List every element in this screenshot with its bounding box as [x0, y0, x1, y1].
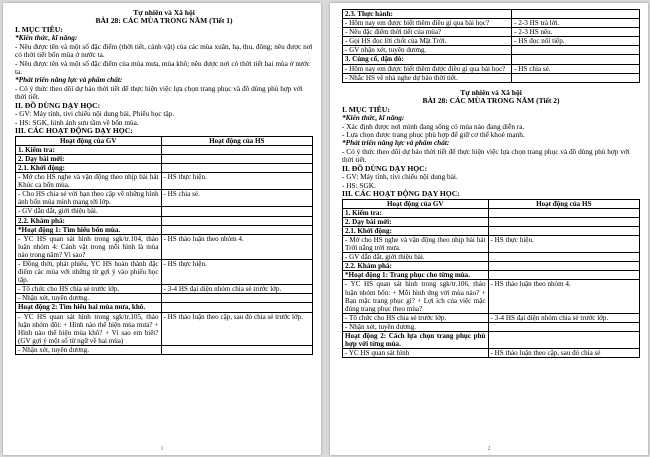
- teacher-column-header: Hoạt động của GV: [16, 136, 162, 145]
- table-row: [343, 208, 640, 217]
- student-activity-cell: - HS thực hiện.: [488, 235, 639, 252]
- student-activity-cell: - HS thảo luận theo cặp, sau đó chia sẻ: [488, 349, 639, 358]
- table-row: [16, 145, 313, 154]
- table-row: [16, 190, 313, 207]
- teacher-activity-cell: - YC HS quan sát hình trong sgk/tr.104, thảo luận nhóm 4: Cảnh vật trong mỗi hình là mùa nào trong năm? Vì sao?: [16, 234, 162, 259]
- document-page-1: [3, 3, 321, 455]
- materials-item: - HS: SGK.: [342, 180, 376, 190]
- student-column-header: Hoạt động của HS: [161, 136, 312, 145]
- activities-table: [15, 136, 313, 355]
- teacher-activity-cell: 3. Củng cố, dặn dò:: [343, 55, 512, 64]
- table-row: [343, 262, 640, 271]
- student-activity-cell: [488, 262, 639, 271]
- section-materials: II. ĐỒ DÙNG DẠY HỌC:: [342, 163, 428, 173]
- knowledge-item: - Lựa chọn được trang phục phù hợp để giữ cơ thể khoẻ mạnh.: [342, 129, 525, 139]
- knowledge-heading: *Kiến thức, kĩ năng:: [15, 33, 78, 43]
- teacher-activity-cell: 1. Kiểm tra:: [16, 145, 162, 154]
- teacher-activity-cell: - Nhắc HS về nhà nghe dự báo thời tiết.: [343, 73, 512, 82]
- table-row: [16, 303, 313, 312]
- student-activity-cell: [161, 145, 312, 154]
- competency-item: - Có ý thức theo dõi dự báo thời tiết để thực hiện việc lựa chọn trang phục và đồ dùng phù hợp với thời tiết.: [342, 146, 630, 165]
- student-activity-cell: [512, 10, 640, 19]
- student-activity-cell: - 3-4 HS đại diện nhóm chia sẻ trước lớp.: [488, 313, 639, 322]
- table-row: [343, 253, 640, 262]
- table-row: [343, 10, 640, 19]
- materials-item: - HS: SGK, hình ảnh sưu tầm về bốn mùa.: [15, 117, 139, 127]
- teacher-activity-cell: - Tổ chức cho HS chia sẻ trước lớp.: [343, 313, 489, 322]
- student-activity-cell: [512, 46, 640, 55]
- table-row: [343, 226, 640, 235]
- knowledge-item: - Xác định được nơi mình đang sống có mùa nào đang diễn ra.: [342, 121, 525, 131]
- table-row: [343, 271, 640, 280]
- teacher-activity-cell: 2. Dạy bài mới:: [16, 154, 162, 163]
- student-activity-cell: [161, 294, 312, 303]
- student-activity-cell: [488, 226, 639, 235]
- table-row: [16, 234, 313, 259]
- table-row: [343, 332, 640, 349]
- competency-item: - Có ý thức theo dõi dự báo thời tiết để thực hiện việc lựa chọn trang phục và đồ dùng phù hợp với thời tiết.: [15, 83, 303, 102]
- lesson-title: BÀI 28: CÁC MÙA TRONG NĂM (Tiết 2): [422, 96, 560, 106]
- table-row: [16, 163, 313, 172]
- table-row: [16, 207, 313, 216]
- table-row: [16, 259, 313, 284]
- student-activity-cell: [161, 216, 312, 225]
- student-activity-cell: - HS thảo luận theo cặp, sau đó chia sẻ trước lớp.: [161, 312, 312, 345]
- teacher-activity-cell: 1. Kiểm tra:: [343, 208, 489, 217]
- table-row: [343, 28, 640, 37]
- student-activity-cell: - HS thực hiện.: [161, 173, 312, 190]
- teacher-activity-cell: - YC HS quan sát hình trong sgk/tr.105, thảo luận nhóm đôi: + Hình nào thể hiện mùa mưa? + Hình nào thể hiện mùa khô? + Vì sao em biết? (GV gợi ý một số từ ngữ về hai mùa): [16, 312, 162, 345]
- teacher-activity-cell: - Đồng thời, phát phiếu, YC HS hoàn thành đặc điểm các mùa với những từ gợi ý vào phiếu học tập.: [16, 259, 162, 284]
- teacher-activity-cell: - Nhận xét, tuyên dương.: [343, 322, 489, 331]
- teacher-activity-cell: 2.1. Khởi động:: [16, 163, 162, 172]
- table-row: [343, 19, 640, 28]
- table-row: [343, 37, 640, 46]
- teacher-activity-cell: - Gọi HS đọc lời chốt của Mặt Trời.: [343, 37, 512, 46]
- table-row: [343, 313, 640, 322]
- teacher-column-header: Hoạt động của GV: [343, 199, 489, 208]
- materials-item: - GV: Máy tính, tivi chiếu nội dung bài, Phiếu học tập.: [15, 109, 175, 119]
- section-materials: II. ĐỒ DÙNG DẠY HỌC:: [15, 100, 101, 110]
- activities-table: [342, 199, 640, 359]
- student-column-header: Hoạt động của HS: [488, 199, 639, 208]
- materials-item: - GV: Máy tính, tivi chiếu nội dung bài.: [342, 172, 458, 182]
- teacher-activity-cell: 2.2. Khám phá:: [16, 216, 162, 225]
- student-activity-cell: [488, 217, 639, 226]
- table-row: [16, 312, 313, 345]
- teacher-activity-cell: - Cho HS chia sẻ với bạn theo cặp về những hình ảnh bốn mùa mình mang tới lớp.: [16, 190, 162, 207]
- student-activity-cell: - HS thảo luận theo nhóm 4.: [488, 280, 639, 313]
- table-row: [343, 73, 640, 82]
- teacher-activity-cell: 2.2. Khám phá:: [343, 262, 489, 271]
- table-row: [16, 294, 313, 303]
- student-activity-cell: - HS thực hiện.: [161, 259, 312, 284]
- table-row: [16, 345, 313, 354]
- section-activities: III. CÁC HOẠT ĐỘNG DẠY HỌC:: [342, 189, 460, 198]
- section-activities: III. CÁC HOẠT ĐỘNG DẠY HỌC:: [15, 126, 133, 136]
- student-activity-cell: [488, 208, 639, 217]
- teacher-activity-cell: *Hoạt động 1: Trang phục cho từng mùa.: [343, 271, 489, 280]
- student-activity-cell: - 2-3 HS nêu.: [512, 28, 640, 37]
- table-row: [343, 55, 640, 64]
- table-row: [343, 349, 640, 358]
- student-activity-cell: [161, 207, 312, 216]
- student-activity-cell: [161, 345, 312, 354]
- student-activity-cell: - HS chia sẻ.: [161, 190, 312, 207]
- table-row: [16, 154, 313, 163]
- student-activity-cell: [512, 55, 640, 64]
- competency-heading: *Phát triển năng lực và phẩm chất:: [342, 138, 450, 148]
- lesson-title: BÀI 28: CÁC MÙA TRONG NĂM (Tiết 1): [95, 16, 233, 26]
- document-page-2: [330, 3, 648, 455]
- subject-title: Tự nhiên và Xã hội: [133, 8, 195, 17]
- student-activity-cell: - 2-3 HS trả lời.: [512, 19, 640, 28]
- teacher-activity-cell: - Nhận xét, tuyên dương.: [16, 294, 162, 303]
- teacher-activity-cell: - YC HS quan sát hình: [343, 349, 489, 358]
- student-activity-cell: - HS thảo luận theo nhóm 4.: [161, 234, 312, 259]
- teacher-activity-cell: - GV nhận xét, tuyên dương.: [343, 46, 512, 55]
- teacher-activity-cell: Hoạt động 2: Tìm hiểu hai mùa mưa, khô.: [16, 303, 162, 312]
- teacher-activity-cell: - Nhận xét, tuyên dương.: [16, 345, 162, 354]
- student-activity-cell: [488, 253, 639, 262]
- table-row: [343, 235, 640, 252]
- table-row: [16, 225, 313, 234]
- teacher-activity-cell: 2.1. Khởi động:: [343, 226, 489, 235]
- continued-activities-table: [342, 9, 640, 83]
- student-activity-cell: [161, 303, 312, 312]
- teacher-activity-cell: *Hoạt động 1: Tìm hiểu bốn mùa.: [16, 225, 162, 234]
- section-objectives: I. MỤC TIÊU:: [342, 104, 390, 114]
- page-number: 1: [160, 446, 164, 452]
- competency-heading: *Phát triển năng lực và phẩm chất:: [15, 75, 123, 85]
- table-row: [343, 280, 640, 313]
- table-row: [343, 46, 640, 55]
- student-activity-cell: - HS chia sẻ.: [512, 64, 640, 73]
- teacher-activity-cell: - GV dẫn dắt, giới thiệu bài.: [343, 253, 489, 262]
- teacher-activity-cell: - Tổ chức cho HS chia sẻ trước lớp.: [16, 285, 162, 294]
- section-objectives: I. MỤC TIÊU:: [15, 24, 63, 34]
- table-row: [16, 285, 313, 294]
- teacher-activity-cell: 2. Dạy bài mới:: [343, 217, 489, 226]
- student-activity-cell: - HS đọc nối tiếp.: [512, 37, 640, 46]
- student-activity-cell: - 3-4 HS đại diện nhóm chia sẻ trước lớp.: [161, 285, 312, 294]
- teacher-activity-cell: - GV dẫn dắt, giới thiệu bài.: [16, 207, 162, 216]
- teacher-activity-cell: - Hôm nay em được biết thêm điều gì qua bài học?: [343, 19, 512, 28]
- teacher-activity-cell: - Nêu đặc điểm thời tiết của mùa?: [343, 28, 512, 37]
- page-number: 2: [487, 446, 491, 452]
- student-activity-cell: [488, 332, 639, 349]
- knowledge-heading: *Kiến thức, kĩ năng:: [342, 113, 405, 123]
- knowledge-item: - Nêu được tên và một số đặc điểm (thời tiết, cảnh vật) của các mùa xuân, hạ, thu, đông; nêu được nơi có thời tiết bốn mùa ở nước ta.: [15, 41, 313, 60]
- teacher-activity-cell: 2.3. Thực hành:: [343, 10, 512, 19]
- table-row: [343, 64, 640, 73]
- table-row: [16, 216, 313, 225]
- teacher-activity-cell: Hoạt động 2: Cách lựa chọn trang phục phù hợp với từng mùa.: [343, 332, 489, 349]
- teacher-activity-cell: - YC HS quan sát hình trong sgk/tr.106, thảo luận nhóm bốn: + Mỗi hình ứng với mùa nào? + Bạn mặc trang phục gì? + Lợi ích của việc mặc đúng trang phục theo mùa?: [343, 280, 489, 313]
- student-activity-cell: [161, 154, 312, 163]
- teacher-activity-cell: - Mở cho HS nghe và vận động theo nhịp bài hát Khúc ca bốn mùa.: [16, 173, 162, 190]
- teacher-activity-cell: - Hôm nay em được biết thêm được điều gì qua bài học?: [343, 64, 512, 73]
- table-row: [16, 173, 313, 190]
- subject-title: Tự nhiên và Xã hội: [460, 87, 522, 97]
- student-activity-cell: [488, 322, 639, 331]
- student-activity-cell: [488, 271, 639, 280]
- table-row: [343, 217, 640, 226]
- student-activity-cell: [161, 225, 312, 234]
- teacher-activity-cell: - Mở cho HS nghe và vận động theo nhịp bài hát Trời nắng trời mưa.: [343, 235, 489, 252]
- student-activity-cell: [512, 73, 640, 82]
- student-activity-cell: [161, 163, 312, 172]
- knowledge-item: - Nêu được tên và một số đặc điểm của mùa mưa, mùa khô; nêu được nơi có thời tiết hai mùa ở nước ta.: [15, 58, 311, 77]
- table-row: [343, 322, 640, 331]
